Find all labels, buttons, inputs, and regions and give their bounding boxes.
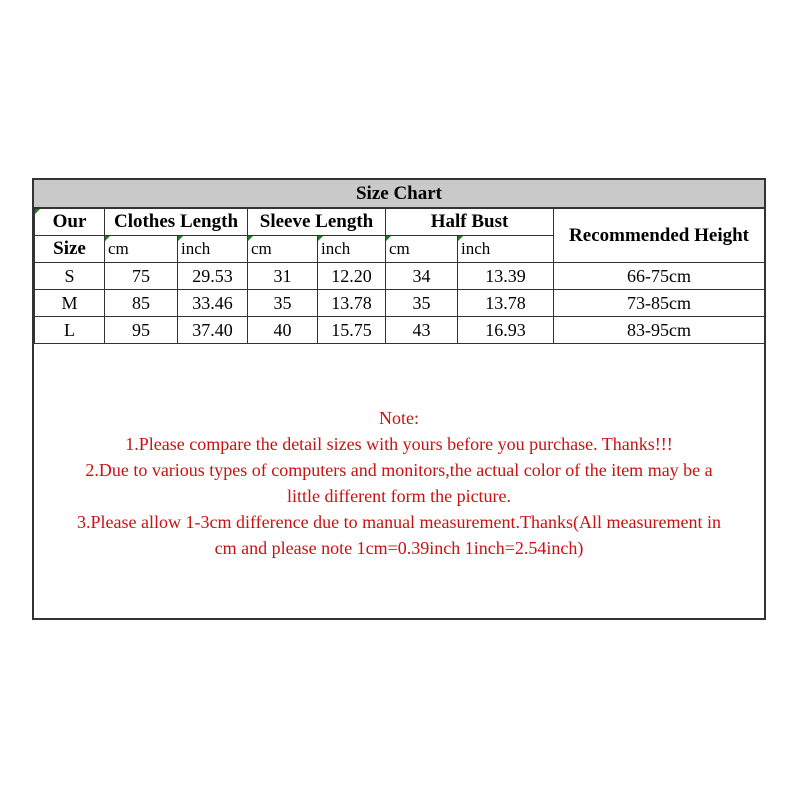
note-line-1: 1.Please compare the detail sizes with yours before you purchase. Thanks!!! [125,434,673,454]
unit-clothes-cm: cm [105,236,178,263]
table-row [35,290,765,317]
clothes-cm-cell: 75 [105,263,178,290]
bust-cm-cell: 35 [386,290,458,317]
header-clothes-length: Clothes Length [105,209,248,236]
height-cell: 83-95cm [554,317,765,344]
sleeve-inch-cell: 12.20 [318,263,386,290]
height-cell: 73-85cm [554,290,765,317]
note-section [34,345,764,618]
size-chart [32,178,766,620]
bust-cm-cell: 34 [386,263,458,290]
table-row [35,263,765,290]
header-recommended-height: Recommended Height [554,209,765,263]
header-our: Our [35,209,105,236]
sleeve-inch-cell: 13.78 [318,290,386,317]
table-row [35,317,765,344]
note-line-5: cm and please note 1cm=0.39inch 1inch=2.54inch) [214,538,584,558]
height-cell: 66-75cm [554,263,765,290]
bust-inch-cell: 13.39 [458,263,554,290]
unit-bust-inch: inch [458,236,554,263]
clothes-inch-cell: 33.46 [178,290,248,317]
sleeve-cm-cell: 31 [248,263,318,290]
clothes-inch-cell: 29.53 [178,263,248,290]
unit-bust-cm: cm [386,236,458,263]
size-table [34,208,765,344]
note-line-4: 3.Please allow 1-3cm difference due to manual measurement.Thanks(All measurement in [77,512,721,532]
bust-cm-cell: 43 [386,317,458,344]
clothes-inch-cell: 37.40 [178,317,248,344]
unit-sleeve-inch: inch [318,236,386,263]
sleeve-cm-cell: 40 [248,317,318,344]
header-size: Size [35,236,105,263]
size-chart-title: Size Chart [34,180,764,208]
sleeve-cm-cell: 35 [248,290,318,317]
size-cell: S [35,263,105,290]
note-heading: Note: [379,408,419,428]
sleeve-inch-cell: 15.75 [318,317,386,344]
unit-sleeve-cm: cm [248,236,318,263]
clothes-cm-cell: 85 [105,290,178,317]
bust-inch-cell: 13.78 [458,290,554,317]
size-cell: L [35,317,105,344]
size-cell: M [35,290,105,317]
note-line-3: little different form the picture. [286,486,512,506]
bust-inch-cell: 16.93 [458,317,554,344]
header-sleeve-length: Sleeve Length [248,209,386,236]
header-half-bust: Half Bust [386,209,554,236]
unit-clothes-inch: inch [178,236,248,263]
header-row-1 [35,209,765,236]
note-line-2: 2.Due to various types of computers and monitors,the actual color of the item may be a [85,460,713,480]
clothes-cm-cell: 95 [105,317,178,344]
